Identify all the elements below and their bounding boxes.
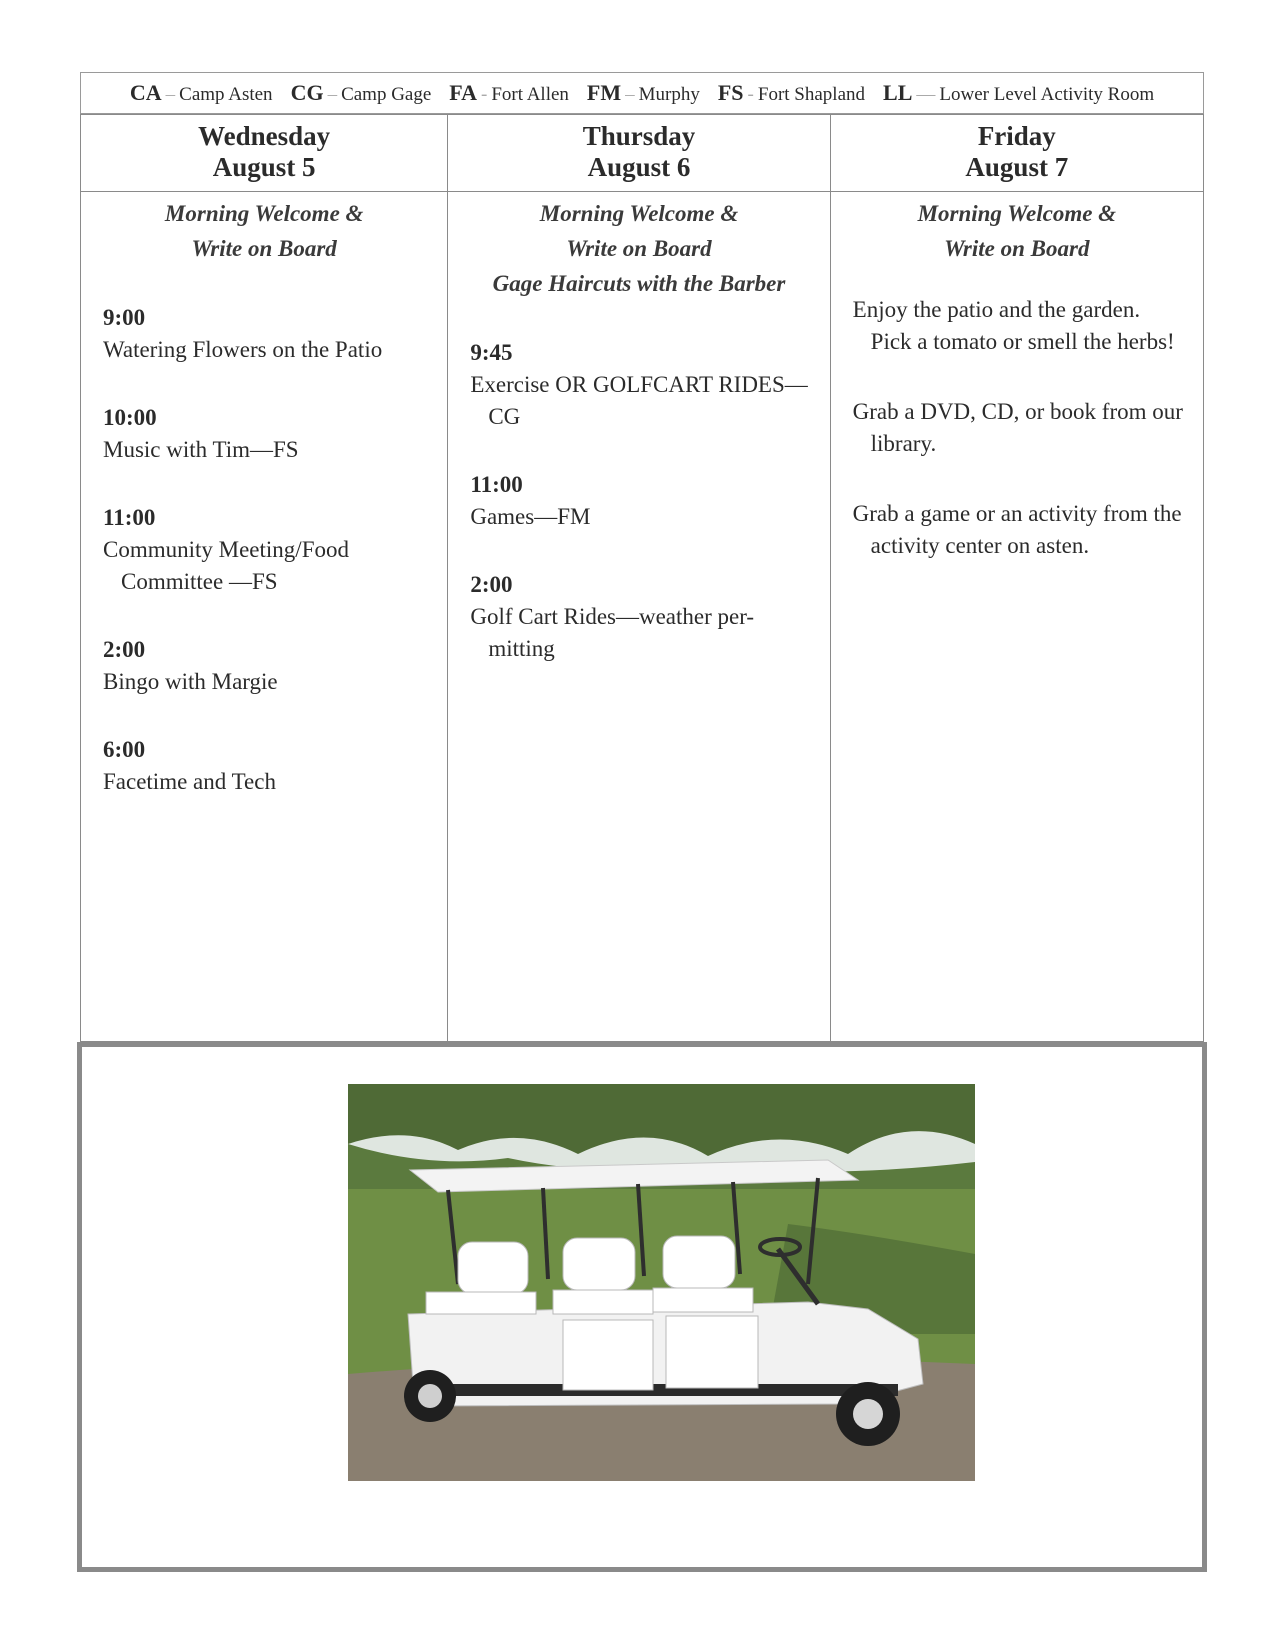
- day-name: Thursday: [582, 121, 696, 151]
- event-desc: Bingo with Margie: [103, 669, 278, 694]
- photo-frame: [77, 1042, 1207, 1572]
- event-desc: Games—FM: [470, 504, 591, 529]
- event-desc: Exercise OR GOLFCART RIDES—CG: [470, 372, 808, 429]
- event-time: 11:00: [470, 472, 523, 497]
- legend-item: FA - Fort Allen: [449, 80, 569, 105]
- legend-item: FM – Murphy: [586, 80, 700, 105]
- note: Enjoy the patio and the garden. Pick a tomato or smell the herbs!: [852, 297, 1175, 354]
- day-name: Friday: [977, 121, 1056, 151]
- welcome-line: Write on Board: [191, 236, 337, 261]
- event: [103, 734, 429, 798]
- event-list: [448, 337, 829, 665]
- day-date: August 7: [965, 152, 1069, 182]
- legend-item: CG – Camp Gage: [290, 80, 432, 105]
- event-time: 10:00: [103, 405, 157, 430]
- event-list: [81, 302, 447, 798]
- event: [470, 569, 811, 665]
- day-column-friday: [831, 115, 1203, 1041]
- note-list: [831, 294, 1203, 562]
- event-desc: Watering Flowers on the Patio: [103, 337, 383, 362]
- welcome-block: [448, 196, 829, 301]
- welcome-line: Morning Welcome &: [164, 201, 364, 226]
- event-desc: Community Meeting/Food Committee —FS: [103, 537, 349, 594]
- welcome-block: [81, 196, 447, 266]
- day-header: [831, 115, 1203, 192]
- day-column-wednesday: [81, 115, 448, 1041]
- event: [103, 302, 429, 366]
- welcome-line: Gage Haircuts with the Barber: [492, 271, 786, 296]
- day-name: Wednesday: [198, 121, 331, 151]
- schedule-table: [80, 114, 1204, 1042]
- day-header: [448, 115, 829, 192]
- event-time: 2:00: [470, 572, 513, 597]
- welcome-line: Morning Welcome &: [917, 201, 1117, 226]
- event-desc: Golf Cart Rides—weather per-mitting: [470, 604, 755, 661]
- location-legend: [80, 72, 1204, 114]
- event: [103, 634, 429, 698]
- welcome-line: Write on Board: [566, 236, 712, 261]
- event-desc: Music with Tim—FS: [103, 437, 299, 462]
- day-date: August 5: [212, 152, 316, 182]
- golf-cart-photo: [348, 1084, 975, 1481]
- welcome-line: Write on Board: [944, 236, 1090, 261]
- event: [470, 337, 811, 433]
- welcome-block: [831, 196, 1203, 266]
- event-time: 2:00: [103, 637, 146, 662]
- event-time: 11:00: [103, 505, 156, 530]
- legend-item: LL — Lower Level Activity Room: [883, 80, 1155, 105]
- welcome-line: Morning Welcome &: [539, 201, 739, 226]
- event: [103, 402, 429, 466]
- event-time: 6:00: [103, 737, 146, 762]
- event-time: 9:00: [103, 305, 146, 330]
- legend-item: FS - Fort Shapland: [717, 80, 866, 105]
- event: [470, 469, 811, 533]
- event: [103, 502, 429, 598]
- day-date: August 6: [587, 152, 691, 182]
- event-time: 9:45: [470, 340, 513, 365]
- note: Grab a game or an activity from the activity center on asten.: [852, 501, 1182, 558]
- day-header: [81, 115, 447, 192]
- legend-item: CA – Camp Asten: [129, 80, 273, 105]
- event-desc: Facetime and Tech: [103, 769, 276, 794]
- day-column-thursday: [448, 115, 830, 1041]
- note: Grab a DVD, CD, or book from our library.: [852, 399, 1183, 456]
